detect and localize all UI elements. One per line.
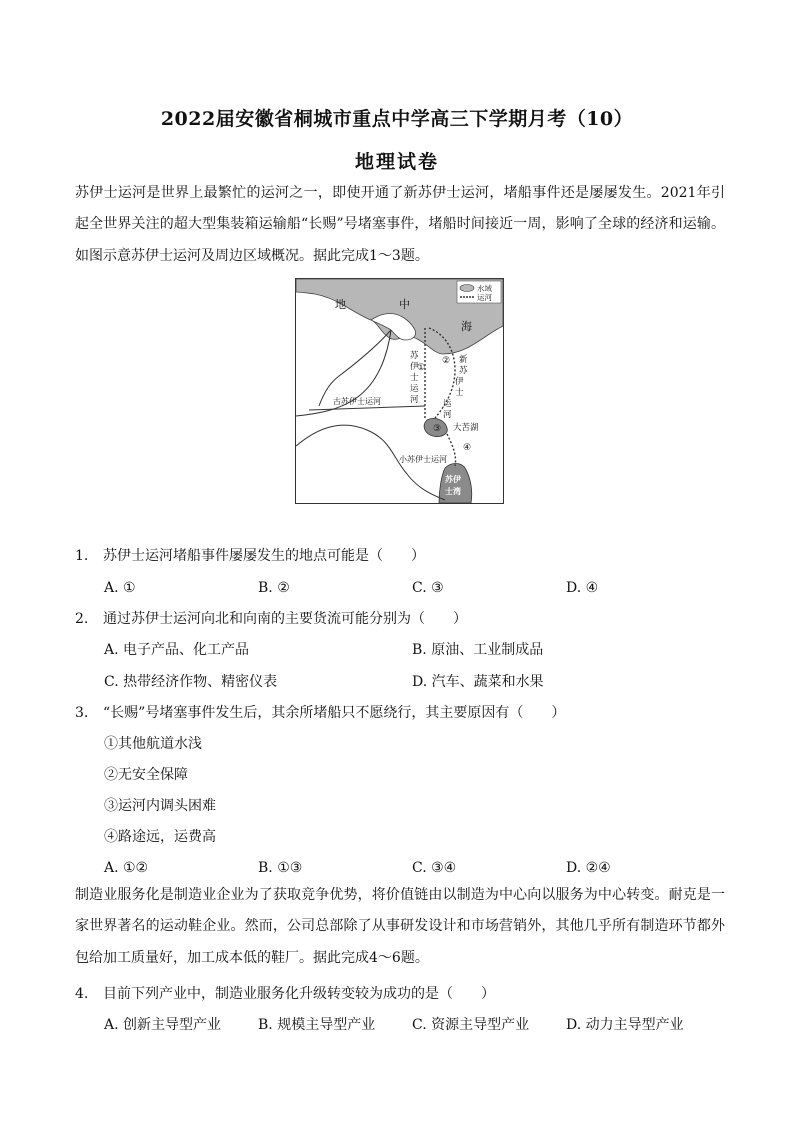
q2-option-d: D. 汽车、蔬菜和水果 xyxy=(412,674,544,690)
page-subtitle: 地理试卷 xyxy=(354,151,439,173)
q3-option-c: C. ③④ xyxy=(412,860,457,876)
suez-canal-char-2: 伊 xyxy=(410,362,419,372)
q1-option-a: A. ① xyxy=(104,580,136,596)
new-suez-char-4: 士 xyxy=(455,388,464,398)
question-1 xyxy=(75,546,425,566)
question-2 xyxy=(75,609,467,629)
suez-canal-map xyxy=(295,278,504,504)
question-4-number: 4. xyxy=(75,986,89,1002)
great-bitter-lake-label: 大苦湖 xyxy=(453,423,479,433)
q1-option-c: C. ③ xyxy=(412,580,444,596)
q2-option-b: B. 原油、工业制成品 xyxy=(412,642,544,658)
question-3 xyxy=(75,703,565,723)
legend-water-label: 水域 xyxy=(477,284,492,293)
intro-paragraph-1: 苏伊士运河是世界上最繁忙的运河之一，即使开通了新苏伊士运河，堵船事件还是屡屡发生。2021年引起全世界关注的超大型集装箱运输船“长赐”号堵塞事件，堵船时间接近一周，影响了全球的经济和运输。如图示意苏伊士运河及周边区域概况。据此完成1～3题。 xyxy=(75,185,725,264)
ancient-canal-label: 古苏伊士运河 xyxy=(333,397,381,406)
new-suez-char-3: 伊 xyxy=(455,377,464,387)
mark-2: ② xyxy=(442,356,451,366)
suez-canal-char-4: 运 xyxy=(410,384,419,394)
suez-canal-char-3: 士 xyxy=(410,373,419,383)
q3-item-4: ④路途远，运费高 xyxy=(104,829,216,845)
new-suez-char-5: 运 xyxy=(443,399,452,409)
question-2-number: 2. xyxy=(75,611,89,627)
q2-option-c: C. 热带经济作物、精密仪表 xyxy=(104,674,278,690)
q4-option-c: C. 资源主导型产业 xyxy=(412,1017,530,1033)
q3-option-d: D. ②④ xyxy=(566,860,611,876)
label-di: 地 xyxy=(335,298,346,311)
new-suez-char-6: 河 xyxy=(443,410,452,420)
gulf-suez-label-2: 士湾 xyxy=(445,486,461,496)
intro-paragraph-2: 制造业服务化是制造业企业为了获取竞争优势，将价值链由以制造为中心向以服务为中心转变。耐克是一家世界著名的运动鞋企业。然而，公司总部除了从事研发设计和市场营销外，其他几乎所有制造环节都外包给加工质量好，加工成本低的鞋厂。据此完成4～6题。 xyxy=(75,887,725,966)
label-hai: 海 xyxy=(461,320,472,333)
q3-item-1: ①其他航道水浅 xyxy=(104,736,202,752)
suez-canal-char-5: 河 xyxy=(410,395,419,405)
q4-option-a: A. 创新主导型产业 xyxy=(104,1017,222,1033)
new-suez-char-2: 苏 xyxy=(459,366,468,376)
question-2-stem: 通过苏伊士运河向北和向南的主要货流可能分别为（ ） xyxy=(103,611,467,627)
gulf-suez-label-1: 苏伊 xyxy=(445,474,461,484)
q4-option-b: B. 规模主导型产业 xyxy=(258,1017,376,1033)
q1-option-b: B. ② xyxy=(258,580,290,596)
q3-item-3: ③运河内调头困难 xyxy=(104,798,216,814)
question-3-stem: “长赐”号堵塞事件发生后，其余所堵船只不愿绕行，其主要原因有（ ） xyxy=(103,705,566,721)
little-suez-canal-label: 小苏伊士运河 xyxy=(399,455,447,464)
question-1-stem: 苏伊士运河堵船事件屡屡发生的地点可能是（ ） xyxy=(103,548,425,564)
page-title: 2022届安徽省桐城市重点中学高三下学期月考（10） xyxy=(160,108,634,130)
suez-canal-char-1: 苏 xyxy=(410,351,419,361)
mark-3: ③ xyxy=(433,424,442,434)
q4-option-d: D. 动力主导型产业 xyxy=(566,1017,684,1033)
q3-option-b: B. ①③ xyxy=(258,860,303,876)
q3-item-2: ②无安全保障 xyxy=(104,767,188,783)
label-zhong: 中 xyxy=(399,298,410,311)
q2-option-a: A. 电子产品、化工产品 xyxy=(104,642,250,658)
question-4-stem: 目前下列产业中，制造业服务化升级转变较为成功的是（ ） xyxy=(103,986,495,1002)
question-1-number: 1. xyxy=(75,548,89,564)
q3-option-a: A. ①② xyxy=(104,860,149,876)
new-suez-char-1: 新 xyxy=(459,355,468,365)
legend-canal-label: 运河 xyxy=(477,293,492,302)
question-4 xyxy=(75,984,495,1004)
mark-1: ① xyxy=(417,363,426,373)
q1-option-d: D. ④ xyxy=(566,580,599,596)
mark-4: ④ xyxy=(463,443,472,453)
question-3-number: 3. xyxy=(75,705,89,721)
